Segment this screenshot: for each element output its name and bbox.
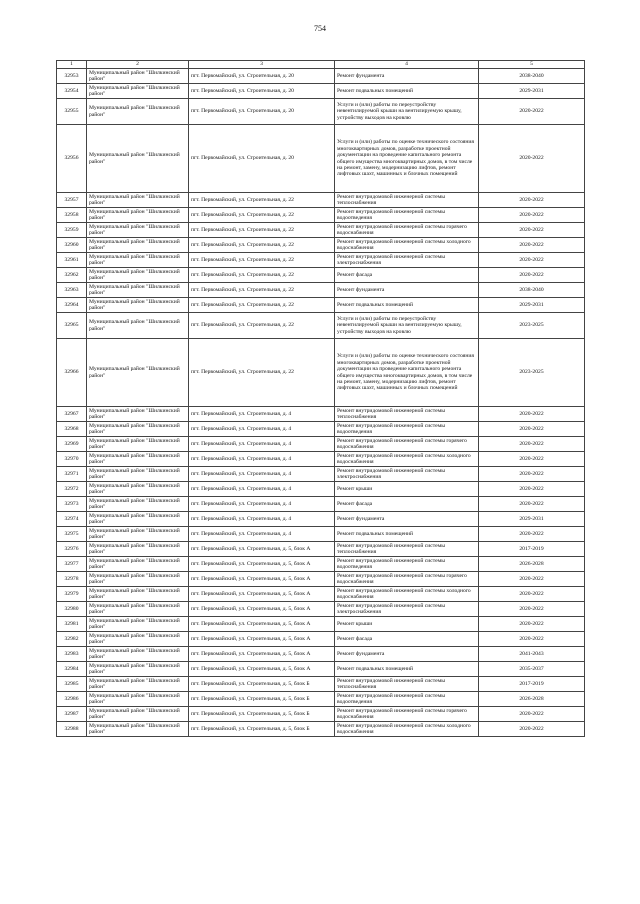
address-cell: пгт. Первомайский, ул. Строительная, д. 5, блок А: [189, 602, 335, 617]
period-cell: 2020-2022: [479, 467, 585, 482]
row-id-cell: 32968: [57, 422, 87, 437]
table-row: [57, 662, 585, 677]
address-cell: пгт. Первомайский, ул. Строительная, д. 4: [189, 497, 335, 512]
address-cell: пгт. Первомайский, ул. Строительная, д. 22: [189, 223, 335, 238]
page-number: 754: [314, 24, 326, 33]
row-id-cell: 32963: [57, 283, 87, 298]
period-cell: 2020-2022: [479, 99, 585, 125]
table-row: [57, 617, 585, 632]
period-cell: 2041-2043: [479, 647, 585, 662]
table-row: [57, 339, 585, 407]
table-row: [57, 283, 585, 298]
table-row: [57, 268, 585, 283]
capital-repair-table: [56, 60, 585, 737]
period-cell: 2020-2022: [479, 497, 585, 512]
row-id-cell: 32969: [57, 437, 87, 452]
work-type-cell: Ремонт внутридомовой инженерной системы холодного водоснабжения: [335, 722, 479, 737]
period-cell: 2020-2022: [479, 253, 585, 268]
row-id-cell: 32959: [57, 223, 87, 238]
address-cell: пгт. Первомайский, ул. Строительная, д. 22: [189, 268, 335, 283]
period-cell: 2020-2022: [479, 437, 585, 452]
period-cell: 2020-2022: [479, 452, 585, 467]
municipality-cell: Муниципальный район "Шилкинский район": [87, 253, 189, 268]
period-cell: 2026-2028: [479, 692, 585, 707]
row-id-cell: 32983: [57, 647, 87, 662]
municipality-cell: Муниципальный район "Шилкинский район": [87, 677, 189, 692]
address-cell: пгт. Первомайский, ул. Строительная, д. 5, блок Б: [189, 707, 335, 722]
period-cell: 2020-2022: [479, 527, 585, 542]
table-row: [57, 707, 585, 722]
address-cell: пгт. Первомайский, ул. Строительная, д. 22: [189, 193, 335, 208]
period-cell: 2038-2040: [479, 69, 585, 84]
work-type-cell: Услуги и (или) работы по оценке технического состояния многоквартирных домов, разработке проектной документации на проведение капитального ремонта общего имущества многоквартирных домов, в том числе на ремонт, замену, модернизацию лифтов, ремонт лифтовых шахт, машинных и блочных помещений: [335, 125, 479, 193]
work-type-cell: Ремонт внутридомовой инженерной системы теплоснабжения: [335, 407, 479, 422]
work-type-cell: Ремонт внутридомовой инженерной системы горячего водоснабжения: [335, 707, 479, 722]
period-cell: 2023-2025: [479, 313, 585, 339]
row-id-cell: 32955: [57, 99, 87, 125]
work-type-cell: Ремонт внутридомовой инженерной системы горячего водоснабжения: [335, 223, 479, 238]
table-row: [57, 467, 585, 482]
municipality-cell: Муниципальный район "Шилкинский район": [87, 268, 189, 283]
table-row: [57, 512, 585, 527]
row-id-cell: 32966: [57, 339, 87, 407]
address-cell: пгт. Первомайский, ул. Строительная, д. 22: [189, 283, 335, 298]
column-number: 4: [335, 61, 479, 69]
address-cell: пгт. Первомайский, ул. Строительная, д. 20: [189, 69, 335, 84]
municipality-cell: Муниципальный район "Шилкинский район": [87, 572, 189, 587]
municipality-cell: Муниципальный район "Шилкинский район": [87, 238, 189, 253]
address-cell: пгт. Первомайский, ул. Строительная, д. 22: [189, 298, 335, 313]
period-cell: 2026-2028: [479, 557, 585, 572]
period-cell: 2020-2022: [479, 125, 585, 193]
municipality-cell: Муниципальный район "Шилкинский район": [87, 69, 189, 84]
work-type-cell: Ремонт внутридомовой инженерной системы электроснабжения: [335, 602, 479, 617]
period-cell: 2017-2019: [479, 542, 585, 557]
address-cell: пгт. Первомайский, ул. Строительная, д. 4: [189, 512, 335, 527]
municipality-cell: Муниципальный район "Шилкинский район": [87, 632, 189, 647]
table-row: [57, 452, 585, 467]
municipality-cell: Муниципальный район "Шилкинский район": [87, 557, 189, 572]
table-row: [57, 69, 585, 84]
address-cell: пгт. Первомайский, ул. Строительная, д. 4: [189, 467, 335, 482]
municipality-cell: Муниципальный район "Шилкинский район": [87, 722, 189, 737]
municipality-cell: Муниципальный район "Шилкинский район": [87, 602, 189, 617]
address-cell: пгт. Первомайский, ул. Строительная, д. 22: [189, 238, 335, 253]
row-id-cell: 32987: [57, 707, 87, 722]
work-type-cell: Ремонт фасада: [335, 632, 479, 647]
period-cell: 2029-2031: [479, 512, 585, 527]
municipality-cell: Муниципальный район "Шилкинский район": [87, 482, 189, 497]
address-cell: пгт. Первомайский, ул. Строительная, д. 5, блок А: [189, 542, 335, 557]
municipality-cell: Муниципальный район "Шилкинский район": [87, 617, 189, 632]
municipality-cell: Муниципальный район "Шилкинский район": [87, 437, 189, 452]
period-cell: 2020-2022: [479, 238, 585, 253]
table-body: [57, 69, 585, 737]
row-id-cell: 32985: [57, 677, 87, 692]
table-row: [57, 223, 585, 238]
row-id-cell: 32961: [57, 253, 87, 268]
period-cell: 2020-2022: [479, 602, 585, 617]
period-cell: 2029-2031: [479, 84, 585, 99]
table-row: [57, 84, 585, 99]
work-type-cell: Ремонт фасада: [335, 268, 479, 283]
table-row: [57, 125, 585, 193]
period-cell: 2020-2022: [479, 208, 585, 223]
address-cell: пгт. Первомайский, ул. Строительная, д. 4: [189, 527, 335, 542]
table-row: [57, 422, 585, 437]
table-row: [57, 602, 585, 617]
work-type-cell: Ремонт внутридомовой инженерной системы теплоснабжения: [335, 542, 479, 557]
municipality-cell: Муниципальный район "Шилкинский район": [87, 497, 189, 512]
table-row: [57, 313, 585, 339]
table-row: [57, 557, 585, 572]
municipality-cell: Муниципальный район "Шилкинский район": [87, 542, 189, 557]
work-type-cell: Ремонт внутридомовой инженерной системы холодного водоснабжения: [335, 238, 479, 253]
period-cell: 2020-2022: [479, 722, 585, 737]
period-cell: 2020-2022: [479, 587, 585, 602]
period-cell: 2038-2040: [479, 283, 585, 298]
address-cell: пгт. Первомайский, ул. Строительная, д. 22: [189, 208, 335, 223]
work-type-cell: Ремонт подвальных помещений: [335, 662, 479, 677]
municipality-cell: Муниципальный район "Шилкинский район": [87, 193, 189, 208]
table-row: [57, 527, 585, 542]
municipality-cell: Муниципальный район "Шилкинский район": [87, 313, 189, 339]
period-cell: 2020-2022: [479, 707, 585, 722]
municipality-cell: Муниципальный район "Шилкинский район": [87, 283, 189, 298]
table-row: [57, 193, 585, 208]
address-cell: пгт. Первомайский, ул. Строительная, д. 5, блок А: [189, 647, 335, 662]
row-id-cell: 32974: [57, 512, 87, 527]
work-type-cell: Ремонт подвальных помещений: [335, 84, 479, 99]
work-type-cell: Ремонт крыши: [335, 482, 479, 497]
table-row: [57, 208, 585, 223]
row-id-cell: 32956: [57, 125, 87, 193]
municipality-cell: Муниципальный район "Шилкинский район": [87, 339, 189, 407]
column-number-row: [57, 61, 585, 69]
period-cell: 2020-2022: [479, 223, 585, 238]
period-cell: 2035-2037: [479, 662, 585, 677]
municipality-cell: Муниципальный район "Шилкинский район": [87, 527, 189, 542]
address-cell: пгт. Первомайский, ул. Строительная, д. 5, блок А: [189, 662, 335, 677]
period-cell: 2023-2025: [479, 339, 585, 407]
work-type-cell: Ремонт внутридомовой инженерной системы теплоснабжения: [335, 677, 479, 692]
work-type-cell: Ремонт подвальных помещений: [335, 527, 479, 542]
address-cell: пгт. Первомайский, ул. Строительная, д. 22: [189, 253, 335, 268]
table-row: [57, 587, 585, 602]
work-type-cell: Ремонт внутридомовой инженерной системы электроснабжения: [335, 253, 479, 268]
row-id-cell: 32971: [57, 467, 87, 482]
work-type-cell: Ремонт фасада: [335, 497, 479, 512]
address-cell: пгт. Первомайский, ул. Строительная, д. 4: [189, 407, 335, 422]
address-cell: пгт. Первомайский, ул. Строительная, д. 20: [189, 125, 335, 193]
municipality-cell: Муниципальный район "Шилкинский район": [87, 99, 189, 125]
column-number: 2: [87, 61, 189, 69]
table-row: [57, 253, 585, 268]
municipality-cell: Муниципальный район "Шилкинский район": [87, 692, 189, 707]
table-row: [57, 677, 585, 692]
municipality-cell: Муниципальный район "Шилкинский район": [87, 208, 189, 223]
row-id-cell: 32977: [57, 557, 87, 572]
row-id-cell: 32958: [57, 208, 87, 223]
period-cell: 2029-2031: [479, 298, 585, 313]
work-type-cell: Ремонт внутридомовой инженерной системы теплоснабжения: [335, 193, 479, 208]
municipality-cell: Муниципальный район "Шилкинский район": [87, 452, 189, 467]
address-cell: пгт. Первомайский, ул. Строительная, д. 20: [189, 84, 335, 99]
work-type-cell: Ремонт внутридомовой инженерной системы горячего водоснабжения: [335, 572, 479, 587]
row-id-cell: 32957: [57, 193, 87, 208]
table-row: [57, 238, 585, 253]
period-cell: 2017-2019: [479, 677, 585, 692]
work-type-cell: Услуги и (или) работы по оценке технического состояния многоквартирных домов, разработке проектной документации на проведение капитального ремонта общего имущества многоквартирных домов, в том числе на ремонт, замену, модернизацию лифтов, ремонт лифтовых шахт, машинных и блочных помещений: [335, 339, 479, 407]
row-id-cell: 32953: [57, 69, 87, 84]
row-id-cell: 32978: [57, 572, 87, 587]
table-row: [57, 407, 585, 422]
table-row: [57, 482, 585, 497]
address-cell: пгт. Первомайский, ул. Строительная, д. 5, блок Б: [189, 677, 335, 692]
row-id-cell: 32976: [57, 542, 87, 557]
row-id-cell: 32967: [57, 407, 87, 422]
work-type-cell: Ремонт внутридомовой инженерной системы холодного водоснабжения: [335, 452, 479, 467]
work-type-cell: Услуги и (или) работы по переустройству невентилируемой крыши на вентилируемую крышу, устройству выходов на кровлю: [335, 99, 479, 125]
row-id-cell: 32984: [57, 662, 87, 677]
work-type-cell: Ремонт подвальных помещений: [335, 298, 479, 313]
row-id-cell: 32982: [57, 632, 87, 647]
table-row: [57, 497, 585, 512]
address-cell: пгт. Первомайский, ул. Строительная, д. 5, блок А: [189, 617, 335, 632]
column-number: 1: [57, 61, 87, 69]
table-row: [57, 437, 585, 452]
work-type-cell: Ремонт фундамента: [335, 512, 479, 527]
row-id-cell: 32980: [57, 602, 87, 617]
row-id-cell: 32979: [57, 587, 87, 602]
row-id-cell: 32986: [57, 692, 87, 707]
table-row: [57, 722, 585, 737]
row-id-cell: 32973: [57, 497, 87, 512]
row-id-cell: 32962: [57, 268, 87, 283]
row-id-cell: 32981: [57, 617, 87, 632]
table-row: [57, 99, 585, 125]
municipality-cell: Муниципальный район "Шилкинский район": [87, 707, 189, 722]
address-cell: пгт. Первомайский, ул. Строительная, д. 22: [189, 313, 335, 339]
address-cell: пгт. Первомайский, ул. Строительная, д. 4: [189, 482, 335, 497]
table-row: [57, 647, 585, 662]
address-cell: пгт. Первомайский, ул. Строительная, д. 5, блок А: [189, 557, 335, 572]
work-type-cell: Ремонт внутридомовой инженерной системы водоотведения: [335, 422, 479, 437]
row-id-cell: 32965: [57, 313, 87, 339]
municipality-cell: Муниципальный район "Шилкинский район": [87, 647, 189, 662]
work-type-cell: Ремонт фундамента: [335, 69, 479, 84]
row-id-cell: 32960: [57, 238, 87, 253]
row-id-cell: 32954: [57, 84, 87, 99]
municipality-cell: Муниципальный район "Шилкинский район": [87, 512, 189, 527]
row-id-cell: 32972: [57, 482, 87, 497]
table-row: [57, 632, 585, 647]
municipality-cell: Муниципальный район "Шилкинский район": [87, 662, 189, 677]
address-cell: пгт. Первомайский, ул. Строительная, д. 5, блок Б: [189, 722, 335, 737]
municipality-cell: Муниципальный район "Шилкинский район": [87, 407, 189, 422]
work-type-cell: Ремонт внутридомовой инженерной системы электроснабжения: [335, 467, 479, 482]
period-cell: 2020-2022: [479, 268, 585, 283]
work-type-cell: Ремонт внутридомовой инженерной системы водоотведения: [335, 557, 479, 572]
municipality-cell: Муниципальный район "Шилкинский район": [87, 587, 189, 602]
period-cell: 2020-2022: [479, 407, 585, 422]
address-cell: пгт. Первомайский, ул. Строительная, д. 4: [189, 437, 335, 452]
address-cell: пгт. Первомайский, ул. Строительная, д. 5, блок Б: [189, 692, 335, 707]
table-row: [57, 298, 585, 313]
work-type-cell: Ремонт внутридомовой инженерной системы горячего водоснабжения: [335, 437, 479, 452]
period-cell: 2020-2022: [479, 632, 585, 647]
table-row: [57, 542, 585, 557]
work-type-cell: Ремонт крыши: [335, 617, 479, 632]
municipality-cell: Муниципальный район "Шилкинский район": [87, 84, 189, 99]
municipality-cell: Муниципальный район "Шилкинский район": [87, 467, 189, 482]
address-cell: пгт. Первомайский, ул. Строительная, д. 5, блок А: [189, 632, 335, 647]
address-cell: пгт. Первомайский, ул. Строительная, д. 22: [189, 339, 335, 407]
column-number: 5: [479, 61, 585, 69]
address-cell: пгт. Первомайский, ул. Строительная, д. 5, блок А: [189, 572, 335, 587]
work-type-cell: Ремонт фундамента: [335, 647, 479, 662]
row-id-cell: 32970: [57, 452, 87, 467]
column-number: 3: [189, 61, 335, 69]
address-cell: пгт. Первомайский, ул. Строительная, д. 20: [189, 99, 335, 125]
municipality-cell: Муниципальный район "Шилкинский район": [87, 422, 189, 437]
municipality-cell: Муниципальный район "Шилкинский район": [87, 223, 189, 238]
work-type-cell: Ремонт внутридомовой инженерной системы водоотведения: [335, 208, 479, 223]
municipality-cell: Муниципальный район "Шилкинский район": [87, 298, 189, 313]
table-row: [57, 692, 585, 707]
municipality-cell: Муниципальный район "Шилкинский район": [87, 125, 189, 193]
period-cell: 2020-2022: [479, 482, 585, 497]
work-type-cell: Ремонт фундамента: [335, 283, 479, 298]
row-id-cell: 32975: [57, 527, 87, 542]
address-cell: пгт. Первомайский, ул. Строительная, д. 4: [189, 452, 335, 467]
table-row: [57, 572, 585, 587]
work-type-cell: Услуги и (или) работы по переустройству невентилируемой крыши на вентилируемую крышу, устройству выходов на кровлю: [335, 313, 479, 339]
period-cell: 2020-2022: [479, 193, 585, 208]
address-cell: пгт. Первомайский, ул. Строительная, д. 5, блок А: [189, 587, 335, 602]
work-type-cell: Ремонт внутридомовой инженерной системы холодного водоснабжения: [335, 587, 479, 602]
address-cell: пгт. Первомайский, ул. Строительная, д. 4: [189, 422, 335, 437]
work-type-cell: Ремонт внутридомовой инженерной системы водоотведения: [335, 692, 479, 707]
row-id-cell: 32988: [57, 722, 87, 737]
period-cell: 2020-2022: [479, 617, 585, 632]
period-cell: 2020-2022: [479, 572, 585, 587]
row-id-cell: 32964: [57, 298, 87, 313]
period-cell: 2020-2022: [479, 422, 585, 437]
